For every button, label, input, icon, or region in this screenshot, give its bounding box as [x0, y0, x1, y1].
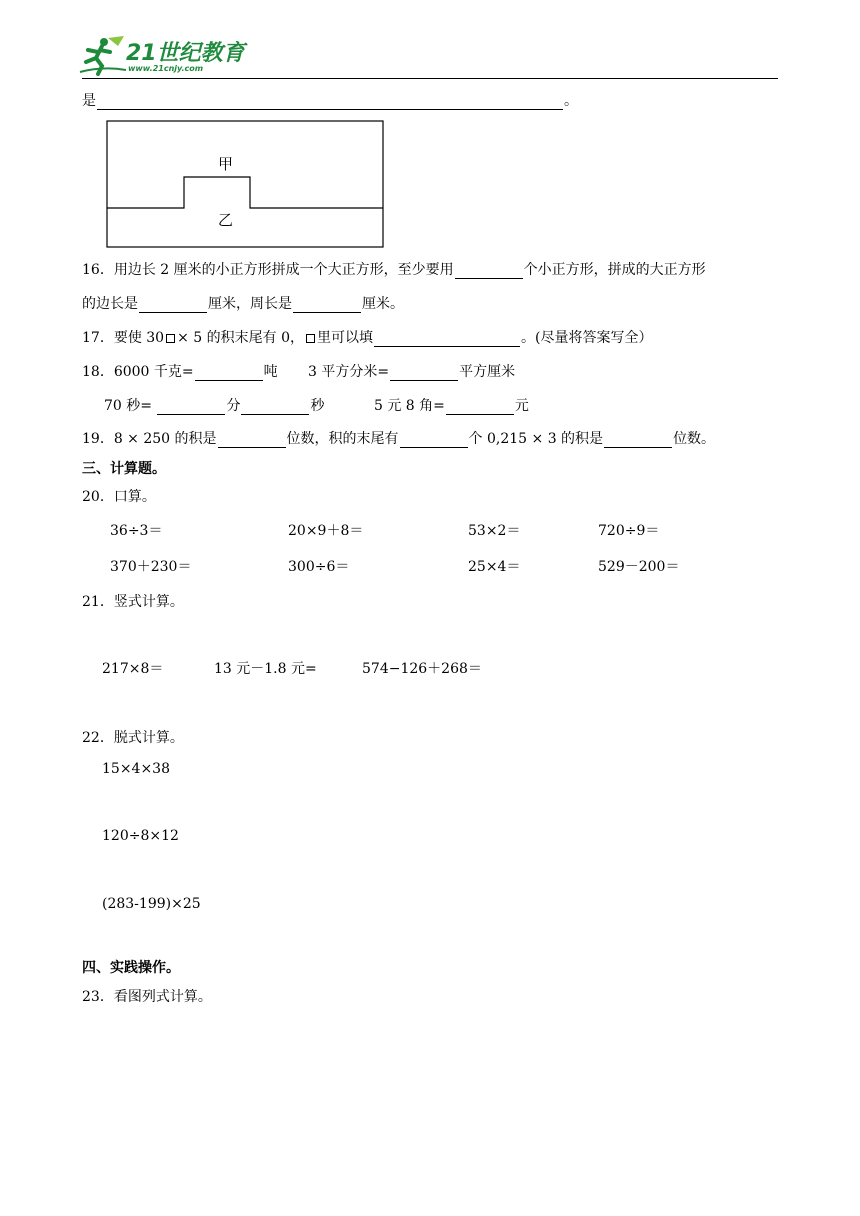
q18-text-e: 70 秒= — [104, 398, 152, 414]
q21-item: 574−126＋268＝ — [362, 661, 482, 677]
q20-item: 300÷6＝ — [288, 559, 350, 575]
shape-figure — [106, 120, 384, 248]
q15-prefix: 是 — [82, 93, 96, 109]
q22-item: 120÷8×12 — [102, 828, 179, 844]
q18-text-a: 18．6000 千克= — [82, 364, 194, 380]
q21-title: 21．竖式计算。 — [82, 594, 184, 610]
q22-title: 22．脱式计算。 — [82, 730, 184, 746]
q18-text-c: 3 平方分米= — [308, 364, 390, 380]
q19-blank-1[interactable] — [218, 433, 286, 448]
q15-answer-line — [82, 90, 578, 110]
q17-blank[interactable] — [374, 332, 520, 347]
q18-row1 — [82, 361, 278, 381]
label-yi: 乙 — [218, 211, 234, 229]
logo-text: 21世纪教育 — [126, 41, 245, 66]
q19-blank-3[interactable] — [604, 433, 672, 448]
q18-row2-right — [374, 395, 529, 415]
q20-item: 36÷3＝ — [110, 523, 163, 539]
q17-text-a: 17．要使 30 — [82, 330, 165, 346]
q22-item: (283-199)×25 — [102, 896, 201, 912]
q16-text-e: 厘米。 — [362, 296, 404, 312]
q16-blank-3[interactable] — [293, 298, 361, 313]
q18-text-h: 5 元 8 角= — [374, 398, 445, 414]
q19-text-a: 19．8 × 250 的积是 — [82, 431, 217, 447]
q18-blank-3[interactable] — [157, 400, 225, 415]
runner-logo-icon — [78, 32, 128, 76]
q21-item: 217×8＝ — [102, 661, 164, 677]
logo-url: www.21cnjy.com — [128, 64, 204, 73]
q22-item: 15×4×38 — [102, 761, 170, 777]
q19-text-d: 位数。 — [673, 431, 716, 447]
q18-text-d: 平方厘米 — [459, 364, 516, 380]
label-jia: 甲 — [218, 155, 234, 173]
q16-text-c: 的边长是 — [82, 296, 138, 312]
q18-text-g: 秒 — [310, 398, 325, 414]
q20-item: 529－200＝ — [598, 559, 680, 575]
q15-blank[interactable] — [97, 95, 563, 110]
q20-title: 20．口算。 — [82, 489, 156, 505]
q19-blank-2[interactable] — [400, 433, 468, 448]
q18-text-b: 吨 — [263, 364, 278, 380]
q16-line2 — [82, 293, 404, 313]
q16-blank-1[interactable] — [455, 264, 523, 279]
q16-text-b: 个小正方形，拼成的大正方形 — [523, 262, 706, 278]
q18-blank-4[interactable] — [241, 400, 309, 415]
q18-text-i: 元 — [514, 398, 529, 414]
q18-blank-2[interactable] — [390, 366, 458, 381]
q19-line — [82, 428, 715, 448]
q17-text-b: × 5 的积末尾有 0， — [177, 330, 304, 346]
q20-item: 20×9＋8＝ — [288, 523, 364, 539]
square-box-icon — [166, 334, 175, 343]
q21-item: 13 元－1.8 元= — [214, 661, 317, 677]
q16-line1 — [82, 259, 706, 279]
q20-item: 370＋230＝ — [110, 559, 192, 575]
q17-line — [82, 327, 652, 347]
q18-row1-right — [308, 361, 515, 381]
q20-item: 53×2＝ — [468, 523, 521, 539]
q20-item: 25×4＝ — [468, 559, 521, 575]
q17-text-d: 。(尽量将答案写全） — [521, 330, 653, 346]
q16-blank-2[interactable] — [139, 298, 207, 313]
q18-blank-1[interactable] — [195, 366, 263, 381]
q18-text-f: 分 — [226, 398, 241, 414]
q18-row2 — [104, 395, 324, 415]
q16-text-d: 厘米，周长是 — [208, 296, 292, 312]
q16-text-a: 16．用边长 2 厘米的小正方形拼成一个大正方形，至少要用 — [82, 262, 454, 278]
q18-blank-5[interactable] — [446, 400, 514, 415]
q20-item: 720÷9＝ — [598, 523, 660, 539]
q17-text-c: 里可以填 — [317, 330, 373, 346]
square-box-icon — [306, 334, 315, 343]
q23-title: 23．看图列式计算。 — [82, 989, 212, 1005]
section-4-heading: 四、实践操作。 — [82, 960, 180, 976]
header-rule — [82, 78, 778, 79]
q19-text-c: 个 0,215 × 3 的积是 — [468, 431, 604, 447]
section-3-heading: 三、计算题。 — [82, 461, 166, 477]
q15-suffix: 。 — [564, 93, 578, 109]
q19-text-b: 位数，积的末尾有 — [286, 431, 399, 447]
